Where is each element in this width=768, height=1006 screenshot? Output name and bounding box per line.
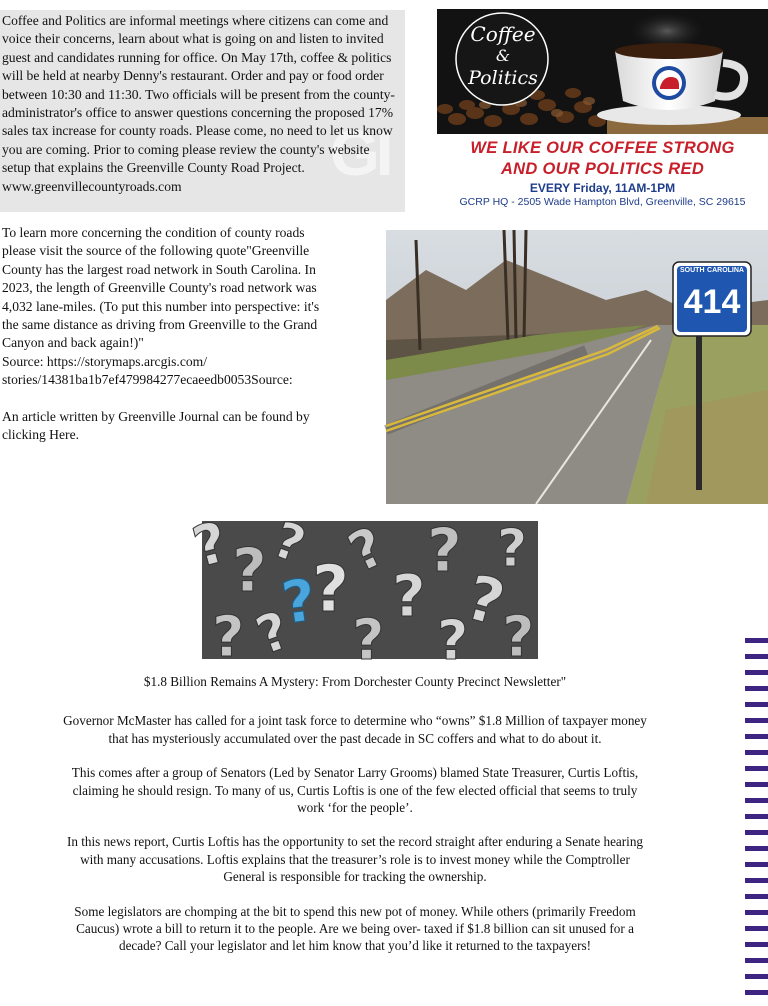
article-headline: $1.8 Billion Remains A Mystery: From Dorchester County Precinct Newsletter" [143, 674, 567, 689]
svg-text:?: ? [437, 609, 469, 672]
svg-text:?: ? [339, 514, 395, 585]
svg-text:?: ? [502, 605, 535, 670]
decorative-stripes [745, 638, 768, 1006]
decorative-stripe [745, 830, 768, 835]
intro-paragraph: Coffee and Politics are informal meetings where citizens can come and voice their concerns, learn about what is going on and listen to invited guest and candidates running for office. On May 17th, coffee & politics will be held at nearby Denny's restaurant. Order and pay or food order between 10:30 and 11:30. Two officials will be present from the county-administrator's office to answer questions concerning the proposed 17% sales tax increase for county roads. Please come, no need to let us know you are coming. Prior to coming please review the county's website setup that explains the Greenville County Road Project. www.greenvillecountyroads.com [2, 13, 395, 194]
roads-section [2, 224, 322, 444]
decorative-stripe [745, 750, 768, 755]
decorative-stripe [745, 926, 768, 931]
decorative-stripe [745, 814, 768, 819]
logo-ampersand: & [495, 46, 511, 65]
svg-text:?: ? [497, 519, 528, 579]
logo-word-coffee: Coffee [470, 22, 536, 46]
question-marks-image [186, 509, 538, 673]
tagline-line-1: WE LIKE OUR COFFEE STRONG [470, 139, 735, 157]
decorative-stripe [745, 878, 768, 883]
decorative-stripe [745, 798, 768, 803]
route-number-414: 414 [683, 283, 741, 321]
decorative-stripe [745, 958, 768, 963]
sign-label-carolina: CAROLINA [707, 267, 744, 274]
svg-text:?: ? [265, 510, 313, 575]
banner-schedule: EVERY Friday, 11AM-1PM [529, 181, 676, 195]
svg-text:?: ? [212, 605, 245, 670]
svg-text:?: ? [248, 600, 298, 668]
logo-word-politics: Politics [468, 67, 538, 89]
svg-text:?: ? [458, 560, 513, 641]
decorative-stripe [745, 782, 768, 787]
journal-article-link[interactable]: An article written by Greenville Journal can be found by clicking Here. [2, 408, 310, 443]
decorative-stripe [745, 670, 768, 675]
article-paragraph-1: Governor McMaster has called for a joint task force to determine who “owns” $1.8 Million of taxpayer money that has mysteriously accumulated over the past decade in SC coffers and what to do about it. [63, 713, 647, 746]
decorative-stripe [745, 942, 768, 947]
article-paragraph-3: In this news report, Curtis Loftis has the opportunity to set the record straight after enduring a Senate hearing with many accusations. Loftis explains that the treasurer’s role is to invest money while the Comptroller General is responsible for tracking the ownership. [66, 834, 644, 885]
banner-tagline [437, 138, 768, 180]
svg-text:?: ? [277, 565, 321, 638]
svg-text:?: ? [186, 509, 235, 581]
coffee-politics-banner-image [437, 9, 768, 134]
decorative-stripe [745, 846, 768, 851]
decorative-stripe [745, 766, 768, 771]
svg-text:?: ? [312, 553, 350, 627]
intro-watermark-graphic: GI [330, 117, 390, 189]
decorative-stripe [745, 718, 768, 723]
decorative-stripe [745, 990, 768, 995]
sign-label-south: SOUTH [680, 267, 705, 274]
article-paragraph-4: Some legislators are chomping at the bit to spend this new pot of money. While others (primarily Freedom Caucus) wrote a bill to return it to the people. Are we being over- taxed if $1.8 billion can sit unused for a decade? Call your legislator and let him know that you’d like it returned to the taxpayers! [74, 903, 636, 954]
decorative-stripe [745, 686, 768, 691]
decorative-stripe [745, 734, 768, 739]
decorative-stripe [745, 638, 768, 643]
svg-text:?: ? [232, 536, 267, 606]
svg-text:?: ? [427, 516, 462, 586]
decorative-stripe [745, 862, 768, 867]
decorative-stripe [745, 974, 768, 979]
banner-address: GCRP HQ - 2505 Wade Hampton Blvd, Greenville, SC 29615 [459, 196, 746, 208]
roads-intro-paragraph: To learn more concerning the condition of county roads please visit the source of the following quote"Greenville County has the largest road network in South Carolina. In 2023, the length of Greenville County's road network was 4,032 lane-miles. (To put this number into perspective: it's the same distance as driving from Greenville to the Grand Canyon and back again!)" [2, 225, 320, 351]
article-section [60, 673, 650, 972]
svg-text:?: ? [392, 562, 426, 630]
road-414-photo [386, 230, 768, 504]
tagline-line-2: AND OUR POLITICS RED [500, 160, 705, 178]
svg-text:?: ? [352, 608, 385, 673]
article-paragraph-2: This comes after a group of Senators (Led by Senator Larry Grooms) blamed State Treasurer, Curtis Loftis, claiming he should resign. To many of us, Curtis Loftis is one of the few elected official that seems to truly work ‘for the people’. [71, 765, 639, 816]
decorative-stripe [745, 654, 768, 659]
decorative-stripe [745, 894, 768, 899]
roads-source-link[interactable]: Source: https://storymaps.arcgis.com/ stories/14381ba1b7ef479984277ecaeedb0053Source: [2, 353, 293, 388]
decorative-stripe [745, 910, 768, 915]
decorative-stripe [745, 702, 768, 707]
